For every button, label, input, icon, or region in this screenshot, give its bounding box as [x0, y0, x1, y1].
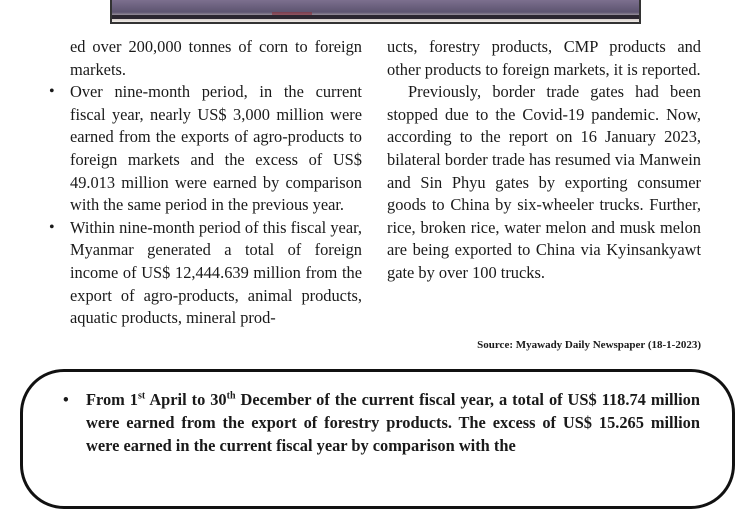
- bullet-item: [49, 217, 362, 330]
- left-column: [49, 36, 362, 330]
- bullet-icon: •: [49, 83, 55, 101]
- highlight-box-text: • From 1st April to 30th December of the current fiscal year, a total of US$ 118.74 million were earned from the export of forestry products. The excess of US$ 15.265 million were earned in the current fiscal year by comparison with the: [63, 390, 700, 455]
- bullet-text: Within nine-month period of this fiscal year, Myanmar generated a total of foreign income of US$ 12,444.639 million from the export of agro-products, animal products, aquatic products, mineral prod-: [70, 217, 362, 328]
- right-column: [387, 36, 701, 285]
- bullet-text: Over nine-month period, in the current fiscal year, nearly US$ 3,000 million were earned from the exports of agro-products to foreign markets and the excess of US$ 49.013 million were earned by comparison with the same period in the previous year.: [70, 82, 362, 215]
- left-continuation-text: ed over 200,000 tonnes of corn to foreign markets.: [70, 37, 362, 79]
- top-photo: [110, 0, 641, 24]
- bullet-item: [49, 81, 362, 217]
- source-citation: Source: Myawady Daily Newspaper (18-1-2023): [477, 339, 701, 351]
- body-paragraph: Previously, border trade gates had been stopped due to the Covid-19 pandemic. Now, according to the report on 16 January 2023, bilateral border trade has resumed via Manwein and Sin Phyu gates by exporting consumer goods to China by six-wheeler trucks. Further, rice, broken rice, water melon and musk melon are being exported to China via Kyinsankyawt gate by over 100 trucks.: [387, 82, 701, 282]
- right-continuation-text: ucts, forestry products, CMP products and other products to foreign markets, it is reported.: [387, 37, 701, 79]
- bullet-icon: •: [63, 390, 69, 409]
- bullet-icon: •: [49, 218, 55, 236]
